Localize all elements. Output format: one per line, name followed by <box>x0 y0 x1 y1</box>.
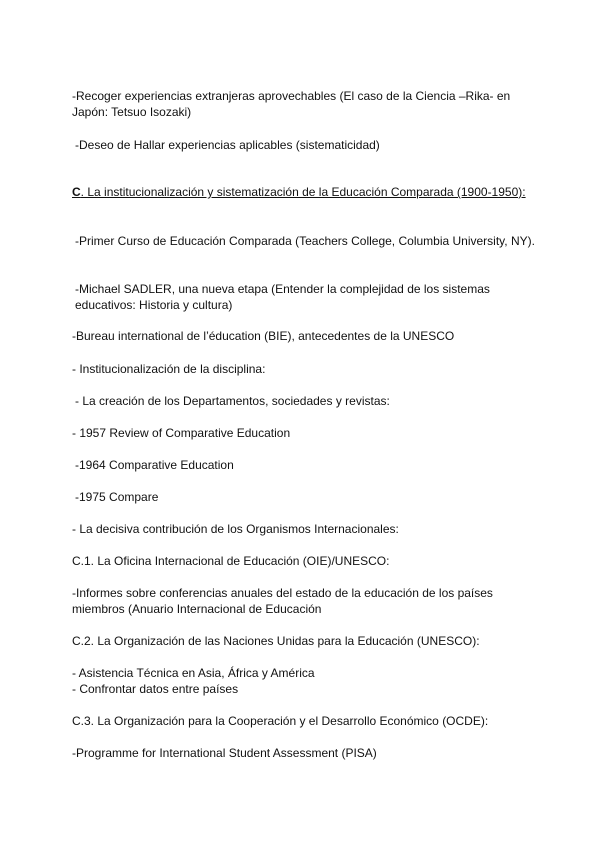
paragraph-informes-conferencias: -Informes sobre conferencias anuales del estado de la educación de los países miembros (Anuario Internacional de Educación <box>72 586 493 616</box>
paragraph-michael-sadler: -Michael SADLER, una nueva etapa (Entender la complejidad de los sistemas educativos: Historia y cultura) <box>75 282 490 312</box>
paragraph-creacion-departamentos: - La creación de los Departamentos, sociedades y revistas: <box>75 394 390 408</box>
list-item-asistencia-tecnica: - Asistencia Técnica en Asia, África y América <box>72 666 315 680</box>
paragraph-institucionalizacion: - Institucionalización de la disciplina: <box>72 362 266 376</box>
paragraph-primer-curso: -Primer Curso de Educación Comparada (Teachers College, Columbia University, NY). <box>75 234 535 248</box>
paragraph-pisa: -Programme for International Student Assessment (PISA) <box>72 746 377 760</box>
list-unesco-items <box>72 665 532 697</box>
paragraph-bureau-bie: -Bureau international de l’éducation (BIE), antecedentes de la UNESCO <box>72 329 455 343</box>
subheading-c1-oie: C.1. La Oficina Internacional de Educación (OIE)/UNESCO: <box>72 554 390 568</box>
subheading-c3-ocde: C.3. La Organización para la Cooperación y el Desarrollo Económico (OCDE): <box>72 714 489 728</box>
paragraph-recoger-experiencias: -Recoger experiencias extranjeras aprovechables (El caso de la Ciencia –Rika- en Japón: Tetsuo Isozaki) <box>72 89 511 119</box>
paragraph-decisiva-contribucion: - La decisiva contribución de los Organismos Internacionales: <box>72 522 399 536</box>
heading-letter: C <box>72 185 81 199</box>
heading-text: . La institucionalización y sistematización de la Educación Comparada (1900-1950): <box>80 185 526 199</box>
paragraph-1964-comparative: -1964 Comparative Education <box>75 458 234 472</box>
paragraph-1975-compare: -1975 Compare <box>75 490 159 504</box>
subheading-c2-unesco: C.2. La Organización de las Naciones Unidas para la Educación (UNESCO): <box>72 634 480 648</box>
paragraph-1957-review: - 1957 Review of Comparative Education <box>72 426 291 440</box>
paragraph-deseo-hallar: -Deseo de Hallar experiencias aplicables (sistematicidad) <box>75 138 380 152</box>
list-item-confrontar-datos: - Confrontar datos entre países <box>72 682 239 696</box>
section-heading-c <box>72 184 532 200</box>
